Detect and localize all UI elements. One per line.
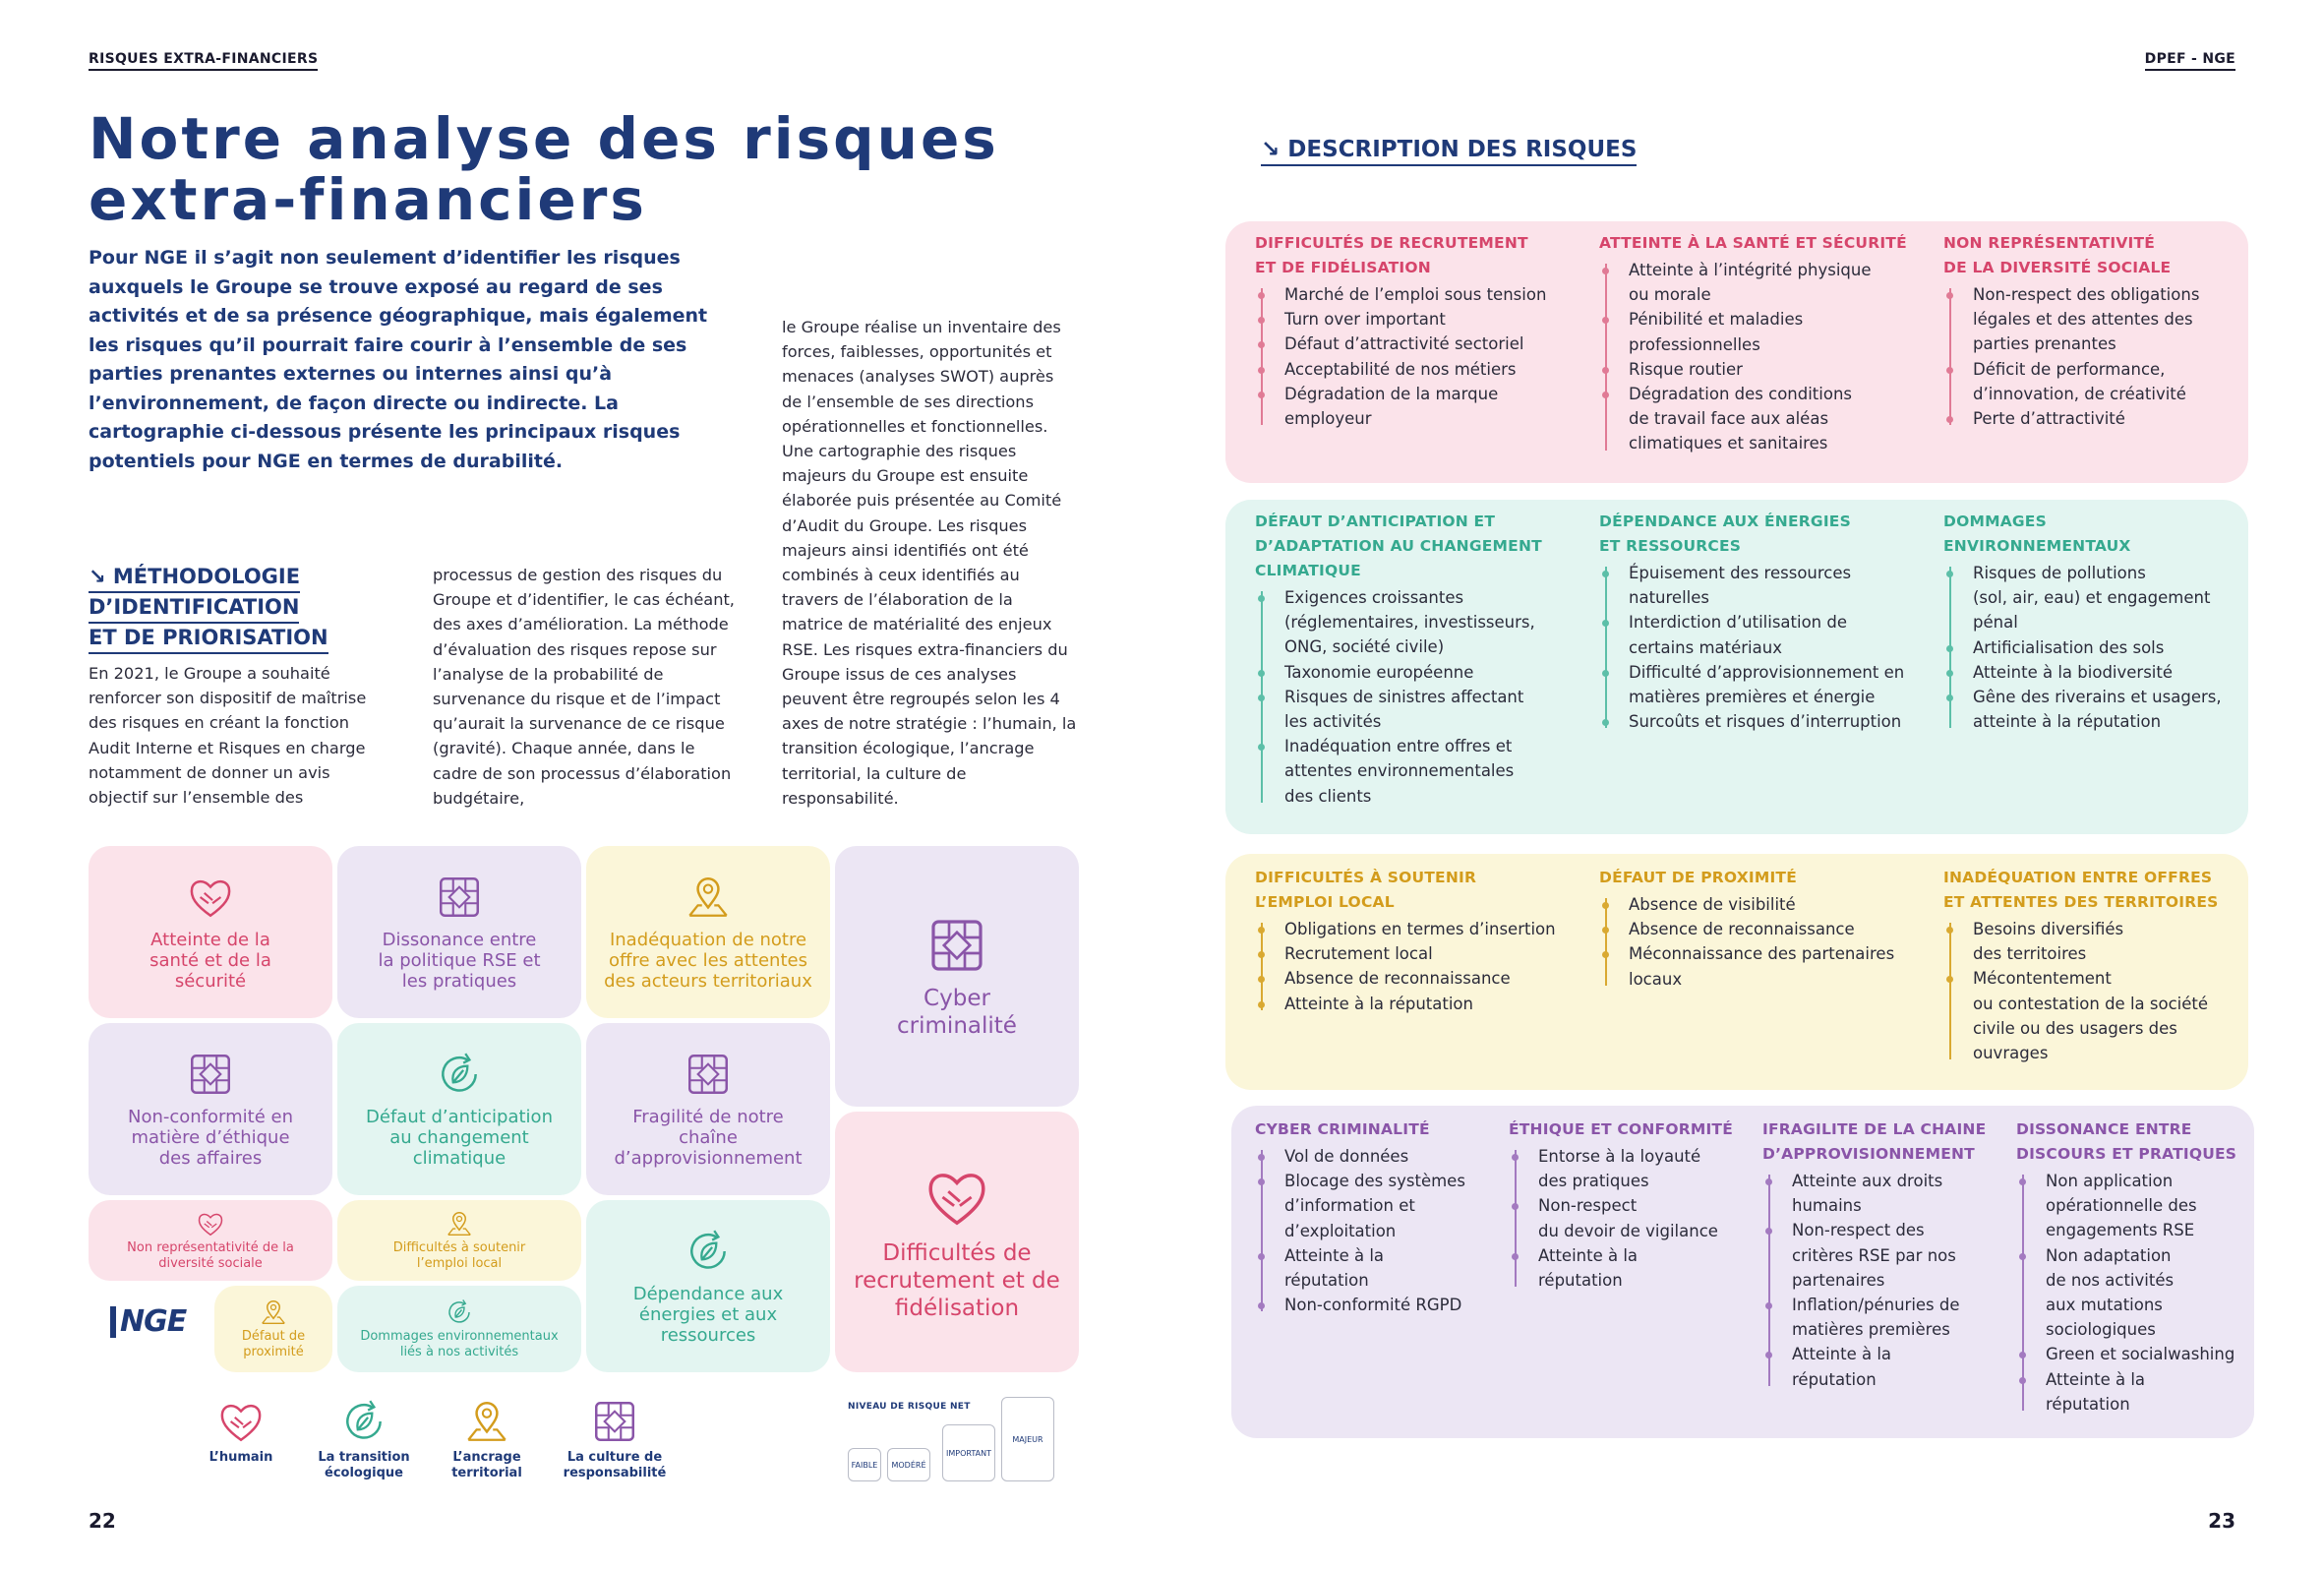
- risk-item: Gêne des riverains et usagers, atteinte à la réputation: [1943, 685, 2238, 734]
- bullet-dot-icon: [1946, 416, 1953, 423]
- risk-col-emploi: DIFFICULTÉS À SOUTENIR L’EMPLOI LOCAL Obligations en termes d’insertion Recrutement local Absence de reconnaissance Atteinte à la réputation: [1255, 866, 1579, 1016]
- risk-level-important: IMPORTANT: [942, 1424, 995, 1481]
- bullet-dot-icon: [1258, 670, 1265, 677]
- risk-list: [1509, 1144, 1755, 1293]
- bullet-dot-icon: [1946, 670, 1953, 677]
- eco-cycle-icon: [684, 1227, 733, 1276]
- eco-cycle-icon: [435, 1050, 484, 1099]
- heart-hands-icon: [196, 1209, 225, 1238]
- risk-item: Défaut d’attractivité sectoriel: [1255, 332, 1579, 356]
- matrix-cell-dommages: Dommages environnementaux liés à nos activités: [337, 1286, 581, 1372]
- risk-list: [1943, 282, 2238, 431]
- risk-item: Non application opérationnelle des engagements RSE: [2016, 1169, 2252, 1243]
- matrix-cell-proximite: Défaut de proximité: [214, 1286, 332, 1372]
- bullet-dot-icon: [1258, 1154, 1265, 1161]
- risk-item: Acceptabilité de nos métiers: [1255, 357, 1579, 382]
- risk-col-cyber: CYBER CRIMINALITÉ Vol de données Blocage des systèmes d’information et d’exploitation Atteinte à la réputation Non-conformité RGPD: [1255, 1117, 1501, 1317]
- risk-col-ethique: ÉTHIQUE ET CONFORMITÉ Entorse à la loyauté des pratiques Non-respect du devoir de vigilance Atteinte à la réputation: [1509, 1117, 1755, 1293]
- bullet-dot-icon: [2019, 1377, 2026, 1384]
- risk-col-approvisionnement: IFRAGILITE DE LA CHAINE D’APPROVISIONNEMENT Atteinte aux droits humains Non-respect des critères RSE par nos partenaires Inflation/pénuries de matières premières Atteinte à la réputation: [1762, 1117, 2008, 1392]
- risk-item: Non-respect des critères RSE par nos partenaires: [1762, 1218, 2008, 1293]
- section-header-right: DPEF - NGE: [2145, 51, 2235, 71]
- matrix-cell-climat: Défaut d’anticipation au changement climatique: [337, 1023, 581, 1195]
- linked-hands-icon: [435, 873, 484, 922]
- map-pin-icon: [684, 873, 733, 922]
- bullet-dot-icon: [1946, 927, 1953, 934]
- risk-level-title: NIVEAU DE RISQUE NET: [848, 1402, 971, 1412]
- map-pin-icon: [462, 1397, 511, 1446]
- heart-hands-icon: [923, 1163, 991, 1232]
- risk-list: [1943, 917, 2238, 1065]
- bullet-dot-icon: [1765, 1228, 1772, 1235]
- risk-item: Atteinte à la réputation: [1762, 1342, 2008, 1391]
- matrix-cell-emploi: Difficultés à soutenir l’emploi local: [337, 1200, 581, 1281]
- risk-item: Non-conformité RGPD: [1255, 1293, 1501, 1317]
- risk-item: Non adaptation de nos activités aux mutations sociologiques: [2016, 1243, 2252, 1343]
- bullet-dot-icon: [1602, 902, 1609, 909]
- risk-item: Risques de sinistres affectant les activités: [1255, 685, 1579, 734]
- matrix-cell-dissonance: Dissonance entre la politique RSE et les pratiques: [337, 846, 581, 1018]
- page-number-left: 22: [89, 1509, 116, 1533]
- bullet-dot-icon: [1512, 1203, 1519, 1210]
- map-pin-icon: [259, 1297, 288, 1327]
- heart-hands-icon: [186, 873, 235, 922]
- risk-item: Inflation/pénuries de matières premières: [1762, 1293, 2008, 1342]
- risk-col-recrutement: DIFFICULTÉS DE RECRUTEMENT ET DE FIDÉLISATION Marché de l’emploi sous tension Turn over important Défaut d’attractivité sectoriel Acceptabilité de nos métiers Dégradation de la marque employeur: [1255, 231, 1579, 431]
- panel-transition: [1225, 500, 2248, 834]
- bullet-dot-icon: [1602, 571, 1609, 577]
- bullet-dot-icon: [1602, 392, 1609, 398]
- risk-list: [1599, 892, 1924, 992]
- bullet-dot-icon: [1258, 744, 1265, 751]
- axis-ancrage: L’ancrage territorial: [443, 1397, 531, 1481]
- risk-item: Surcoûts et risques d’interruption: [1599, 709, 1924, 734]
- risk-list: [1599, 258, 1924, 456]
- risk-item: Épuisement des ressources naturelles: [1599, 561, 1924, 610]
- matrix-cell-energies: Dépendance aux énergies et aux ressources: [586, 1200, 830, 1372]
- bullet-dot-icon: [1258, 1253, 1265, 1260]
- bullet-dot-icon: [1258, 317, 1265, 324]
- risk-item: Mécontentement ou contestation de la société civile ou des usagers des ouvrages: [1943, 966, 2238, 1065]
- risk-list: [2016, 1169, 2252, 1417]
- risk-list: [1255, 282, 1579, 431]
- risk-item: Risques de pollutions (sol, air, eau) et engagement pénal: [1943, 561, 2238, 635]
- bullet-dot-icon: [1258, 927, 1265, 934]
- panel-ancrage: [1225, 854, 2248, 1090]
- risk-item: Absence de visibilité: [1599, 892, 1924, 917]
- bullet-dot-icon: [1602, 927, 1609, 934]
- bullet-dot-icon: [2019, 1253, 2026, 1260]
- methodology-col-3: le Groupe réalise un inventaire des forces, faiblesses, opportunités et menaces (analyses SWOT) auprès de l’ensemble de ses directions opérationnelles et fonctionnelles. Une cartographie des risques majeurs du Groupe est ensuite élaborée puis présentée au Comité d’Audit du Groupe. Les risques majeurs ainsi identifiés ont été combinés à ceux identifiés au travers de l’élaboration de la matrice de matérialité des enjeux RSE. Les risques extra-financiers du Groupe issus de ces analyses peuvent être regroupés selon les 4 axes de notre stratégie : l’humain, la transition écologique, l’ancrage territorial, la culture de responsabilité.: [782, 318, 1077, 808]
- risk-item: Inadéquation entre offres et attentes environnementales des clients: [1255, 734, 1579, 809]
- matrix-cell-inadequation: Inadéquation de notre offre avec les attentes des acteurs territoriaux: [586, 846, 830, 1018]
- matrix-cell-ethique: Non-conformité en matière d’éthique des affaires: [89, 1023, 332, 1195]
- risk-item: Interdiction d’utilisation de certains matériaux: [1599, 610, 1924, 659]
- nge-logo: NGE: [110, 1306, 186, 1338]
- risk-item: Absence de reconnaissance: [1599, 917, 1924, 941]
- bullet-dot-icon: [1258, 341, 1265, 348]
- page-number-right: 23: [2208, 1509, 2235, 1533]
- risk-col-diversite: NON REPRÉSENTATIVITÉ DE LA DIVERSITÉ SOCIALE Non-respect des obligations légales et des attentes des parties prenantes Déficit de performance, d’innovation, de créativité Perte d’attractivité: [1943, 231, 2238, 431]
- risk-item: Risque routier: [1599, 357, 1924, 382]
- risk-col-climat: DÉFAUT D’ANTICIPATION ET D’ADAPTATION AU CHANGEMENT CLIMATIQUE Exigences croissantes (réglementaires, investisseurs, ONG, société civile) Taxonomie européenne Risques de sinistres affectant les activités Inadéquation entre offres et attentes environnementales des clients: [1255, 510, 1579, 809]
- bullet-dot-icon: [1602, 268, 1609, 274]
- risk-item: Atteinte à la biodiversité: [1943, 660, 2238, 685]
- risk-level-modere: MODÉRÉ: [887, 1448, 930, 1481]
- panel-responsabilite: [1231, 1106, 2254, 1438]
- risk-list: [1255, 585, 1579, 809]
- section-header-left: RISQUES EXTRA-FINANCIERS: [89, 51, 318, 71]
- risk-item: Déficit de performance, d’innovation, de créativité: [1943, 357, 2238, 406]
- bullet-dot-icon: [1258, 694, 1265, 701]
- risk-list: [1943, 561, 2238, 734]
- risk-level-faible: FAIBLE: [848, 1448, 881, 1481]
- bullet-dot-icon: [1258, 976, 1265, 983]
- risk-item: Absence de reconnaissance: [1255, 966, 1579, 991]
- risk-item: Exigences croissantes (réglementaires, investisseurs, ONG, société civile): [1255, 585, 1579, 660]
- risk-item: Artificialisation des sols: [1943, 635, 2238, 660]
- risk-item: Perte d’attractivité: [1943, 406, 2238, 431]
- bullet-dot-icon: [1602, 719, 1609, 726]
- risk-item: Non-respect des obligations légales et des attentes des parties prenantes: [1943, 282, 2238, 357]
- risk-level-majeur: MAJEUR: [1001, 1397, 1054, 1481]
- eco-cycle-icon: [339, 1397, 388, 1446]
- risk-item: Taxonomie européenne: [1255, 660, 1579, 685]
- bullet-dot-icon: [1946, 367, 1953, 374]
- risk-list: [1599, 561, 1924, 734]
- methodology-col-1: En 2021, le Groupe a souhaité renforcer son dispositif de maîtrise des risques en créant la fonction Audit Interne et Risques en charge notamment de donner un avis objectif sur l’ensemble des: [89, 664, 367, 808]
- risk-col-sante: ATTEINTE À LA SANTÉ ET SÉCURITÉ Atteinte à l’intégrité physique ou morale Pénibilité et maladies professionnelles Risque routier Dégradation des conditions de travail face aux aléas climatiques et sanitaires: [1599, 231, 1924, 456]
- bullet-dot-icon: [1946, 292, 1953, 299]
- linked-hands-icon: [186, 1050, 235, 1099]
- linked-hands-icon: [590, 1397, 639, 1446]
- axis-humain: L’humain: [197, 1397, 285, 1466]
- panel-humain: [1225, 221, 2248, 483]
- risk-item: Atteinte aux droits humains: [1762, 1169, 2008, 1218]
- risk-list: [1762, 1169, 2008, 1392]
- intro-paragraph: Pour NGE il s’agit non seulement d’identifier les risques auxquels le Groupe se trouve exposé au regard de ses activités et de sa présence géographique, mais également les risques qu’il pourrait faire courir à l’ensemble de ses parties prenantes externes ou internes ainsi qu’à l’environnement, de façon directe ou indirecte. La cartographie ci-dessous présente les principaux risques potentiels pour NGE en termes de durabilité.: [89, 247, 708, 472]
- risk-item: Atteinte à la réputation: [2016, 1367, 2252, 1417]
- bullet-dot-icon: [1602, 367, 1609, 374]
- matrix-cell-fragilite: Fragilité de notre chaîne d’approvisionnement: [586, 1023, 830, 1195]
- bullet-dot-icon: [1258, 595, 1265, 602]
- matrix-cell-recrutement: Difficultés de recrutement et de fidélisation: [835, 1112, 1079, 1372]
- risk-col-dissonance: DISSONANCE ENTRE DISCOURS ET PRATIQUES Non application opérationnelle des engagements RSE Non adaptation de nos activités aux mutations sociologiques Green et socialwashing Atteinte à la réputation: [2016, 1117, 2252, 1417]
- bullet-dot-icon: [1946, 694, 1953, 701]
- bullet-dot-icon: [1946, 571, 1953, 577]
- description-heading: ↘ DESCRIPTION DES RISQUES: [1261, 136, 1637, 166]
- bullet-dot-icon: [1765, 1178, 1772, 1185]
- bullet-dot-icon: [1765, 1302, 1772, 1309]
- bullet-dot-icon: [2019, 1352, 2026, 1358]
- risk-col-proximite: DÉFAUT DE PROXIMITÉ Absence de visibilité Absence de reconnaissance Méconnaissance des partenaires locaux: [1599, 866, 1924, 992]
- risk-item: Méconnaissance des partenaires locaux: [1599, 941, 1924, 991]
- bullet-dot-icon: [1258, 1302, 1265, 1309]
- bullet-dot-icon: [1765, 1352, 1772, 1358]
- risk-item: Vol de données: [1255, 1144, 1501, 1169]
- heart-hands-icon: [216, 1397, 266, 1446]
- risk-list: [1255, 1144, 1501, 1317]
- risk-col-dommages: DOMMAGES ENVIRONNEMENTAUX Risques de pollutions (sol, air, eau) et engagement pénal Artificialisation des sols Atteinte à la biodiversité Gêne des riverains et usagers, atteinte à la réputation: [1943, 510, 2238, 734]
- bullet-dot-icon: [1258, 1001, 1265, 1008]
- risk-item: Besoins diversifiés des territoires: [1943, 917, 2238, 966]
- risk-item: Dégradation de la marque employeur: [1255, 382, 1579, 431]
- risk-item: Pénibilité et maladies professionnelles: [1599, 307, 1924, 356]
- risk-item: Atteinte à la réputation: [1255, 1243, 1501, 1293]
- risk-col-energies: DÉPENDANCE AUX ÉNERGIES ET RESSOURCES Épuisement des ressources naturelles Interdiction d’utilisation de certains matériaux Difficulté d’approvisionnement en matières premières et énergie Surcoûts et risques d’interruption: [1599, 510, 1924, 734]
- bullet-dot-icon: [1602, 670, 1609, 677]
- bullet-dot-icon: [1258, 951, 1265, 958]
- bullet-dot-icon: [1512, 1154, 1519, 1161]
- bullet-dot-icon: [2019, 1178, 2026, 1185]
- risk-list: [1255, 917, 1579, 1016]
- bullet-dot-icon: [1512, 1253, 1519, 1260]
- matrix-cell-cyber: Cyber criminalité: [835, 846, 1079, 1107]
- risk-item: Blocage des systèmes d’information et d’exploitation: [1255, 1169, 1501, 1243]
- risk-item: Recrutement local: [1255, 941, 1579, 966]
- axis-responsabilite: La culture de responsabilité: [556, 1397, 674, 1481]
- bullet-dot-icon: [1258, 1178, 1265, 1185]
- bullet-dot-icon: [1602, 317, 1609, 324]
- risk-item: Non-respect du devoir de vigilance: [1509, 1193, 1755, 1242]
- bullet-dot-icon: [1946, 645, 1953, 652]
- bullet-dot-icon: [1258, 292, 1265, 299]
- risk-item: Dégradation des conditions de travail face aux aléas climatiques et sanitaires: [1599, 382, 1924, 456]
- risk-item: Difficulté d’approvisionnement en matières premières et énergie: [1599, 660, 1924, 709]
- matrix-cell-sante: Atteinte de la santé et de la sécurité: [89, 846, 332, 1018]
- risk-item: Turn over important: [1255, 307, 1579, 332]
- bullet-dot-icon: [1946, 976, 1953, 983]
- risk-item: Atteinte à la réputation: [1255, 992, 1579, 1016]
- bullet-dot-icon: [1602, 620, 1609, 627]
- risk-item: Entorse à la loyauté des pratiques: [1509, 1144, 1755, 1193]
- methodology-heading: ↘ MÉTHODOLOGIE D’IDENTIFICATION ET DE PRIORISATION: [89, 563, 328, 654]
- methodology-col-2: processus de gestion des risques du Groupe et d’identifier, le cas échéant, des axes d’amélioration. La méthode d’évaluation des risques repose sur l’analyse de la probabilité de survenance du risque et de l’impact qu’aurait la survenance de ce risque (gravité). Chaque année, dans le cadre de son processus d’élaboration budgétaire,: [433, 566, 735, 808]
- axis-transition: La transition écologique: [315, 1397, 413, 1481]
- risk-item: Atteinte à la réputation: [1509, 1243, 1755, 1293]
- risk-item: Marché de l’emploi sous tension: [1255, 282, 1579, 307]
- eco-cycle-icon: [445, 1297, 474, 1327]
- risk-item: Green et socialwashing: [2016, 1342, 2252, 1366]
- risk-col-territoires: INADÉQUATION ENTRE OFFRES ET ATTENTES DES TERRITOIRES Besoins diversifiés des territoires Mécontentement ou contestation de la société civile ou des usagers des ouvrages: [1943, 866, 2238, 1065]
- map-pin-icon: [445, 1209, 474, 1238]
- bullet-dot-icon: [1602, 951, 1609, 958]
- linked-hands-icon: [925, 914, 988, 977]
- matrix-cell-representativite: Non représentativité de la diversité sociale: [89, 1200, 332, 1281]
- linked-hands-icon: [684, 1050, 733, 1099]
- page-title: Notre analyse des risques extra-financiers: [89, 105, 999, 233]
- bullet-dot-icon: [1258, 367, 1265, 374]
- risk-item: Obligations en termes d’insertion: [1255, 917, 1579, 941]
- bullet-dot-icon: [1258, 392, 1265, 398]
- risk-item: Atteinte à l’intégrité physique ou morale: [1599, 258, 1924, 307]
